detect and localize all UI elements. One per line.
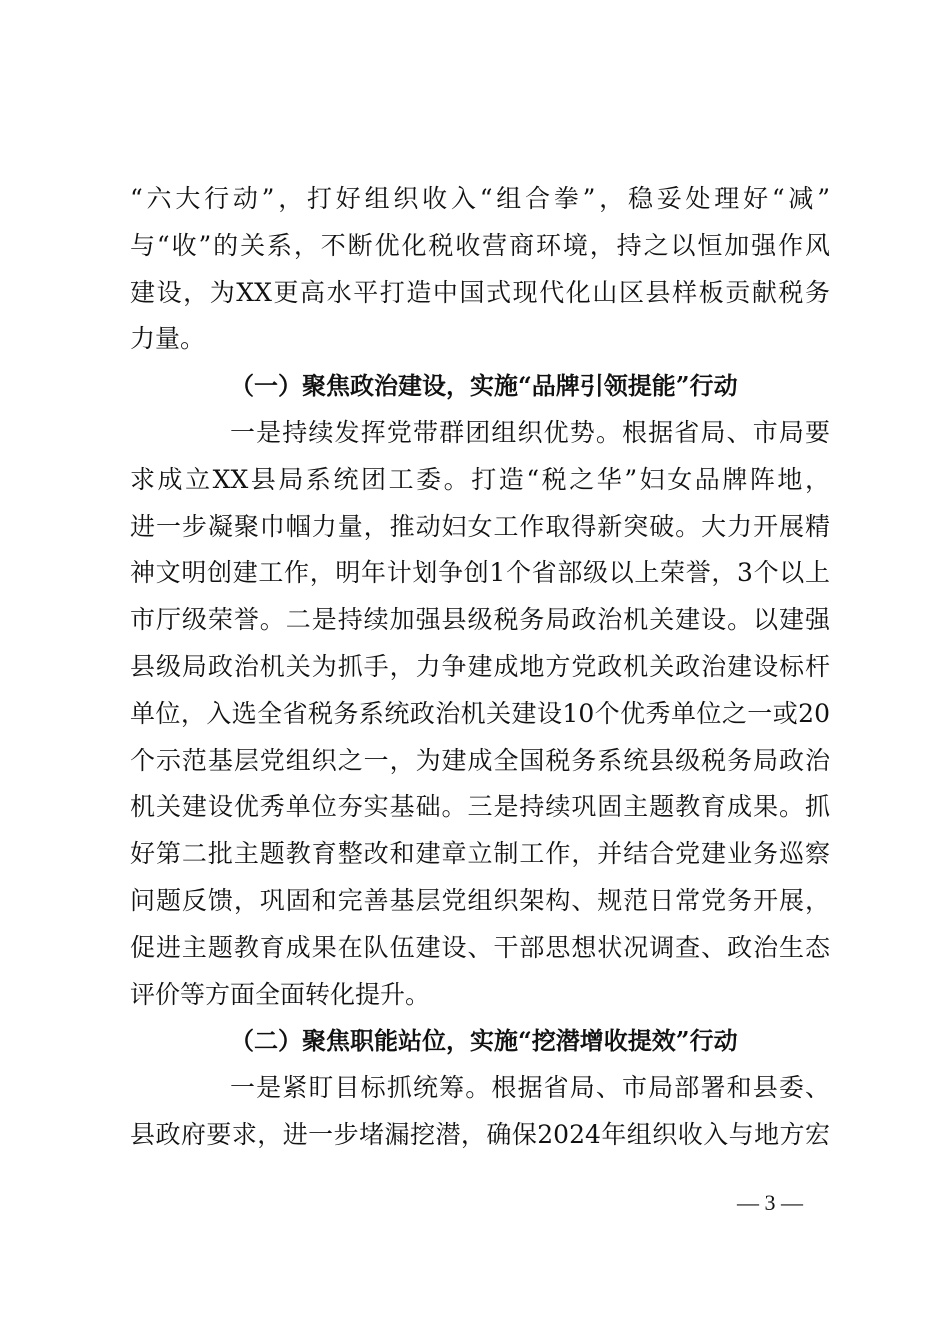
section-heading-1: （一）聚焦政治建设，实施“品牌引领提能”行动 — [230, 371, 738, 401]
text-line-11: 县级局政治机关为抓手，力争建成地方党政机关政治建设标杆 — [130, 651, 830, 681]
text-line-21: 县政府要求，进一步堵漏挖潜，确保2024年组织收入与地方宏 — [130, 1119, 830, 1149]
text-line-14: 机关建设优秀单位夯实基础。三是持续巩固主题教育成果。抓 — [130, 792, 830, 822]
text-line-18: 评价等方面全面转化提升。 — [130, 979, 431, 1009]
text-line-8: 进一步凝聚巾帼力量，推动妇女工作取得新突破。大力开展精 — [130, 511, 830, 541]
text-line-7: 求成立XX县局系统团工委。打造“税之华”妇女品牌阵地， — [130, 464, 830, 494]
text-line-13: 个示范基层党组织之一，为建成全国税务系统县级税务局政治 — [130, 745, 830, 775]
text-line-16: 问题反馈，巩固和完善基层党组织架构、规范日常党务开展， — [130, 885, 830, 915]
document-body — [130, 176, 830, 1159]
page-number: — 3 — — [737, 1190, 803, 1215]
text-line-15: 好第二批主题教育整改和建章立制工作，并结合党建业务巡察 — [130, 839, 830, 869]
text-line-1: “六大行动”，打好组织收入“组合拳”，稳妥处理好“减” — [130, 184, 830, 213]
text-line-12: 单位，入选全省税务系统政治机关建设10个优秀单位之一或20 — [130, 698, 830, 728]
text-line-9: 神文明创建工作，明年计划争创1个省部级以上荣誉，3个以上 — [130, 558, 830, 588]
text-line-2: 与“收”的关系，不断优化税收营商环境，持之以恒加强作风 — [130, 230, 830, 260]
text-line-3: 建设，为XX更高水平打造中国式现代化山区县样板贡献税务 — [130, 277, 830, 307]
text-line-20: 一是紧盯目标抓统筹。根据省局、市局部署和县委、 — [230, 1073, 830, 1103]
text-line-4: 力量。 — [130, 324, 206, 354]
text-line-10: 市厅级荣誉。二是持续加强县级税务局政治机关建设。以建强 — [130, 605, 830, 635]
section-heading-2: （二）聚焦职能站位，实施“挖潜增收提效”行动 — [230, 1026, 738, 1056]
text-line-6: 一是持续发挥党带群团组织优势。根据省局、市局要 — [230, 417, 830, 447]
text-line-17: 促进主题教育成果在队伍建设、干部思想状况调查、政治生态 — [130, 932, 830, 962]
